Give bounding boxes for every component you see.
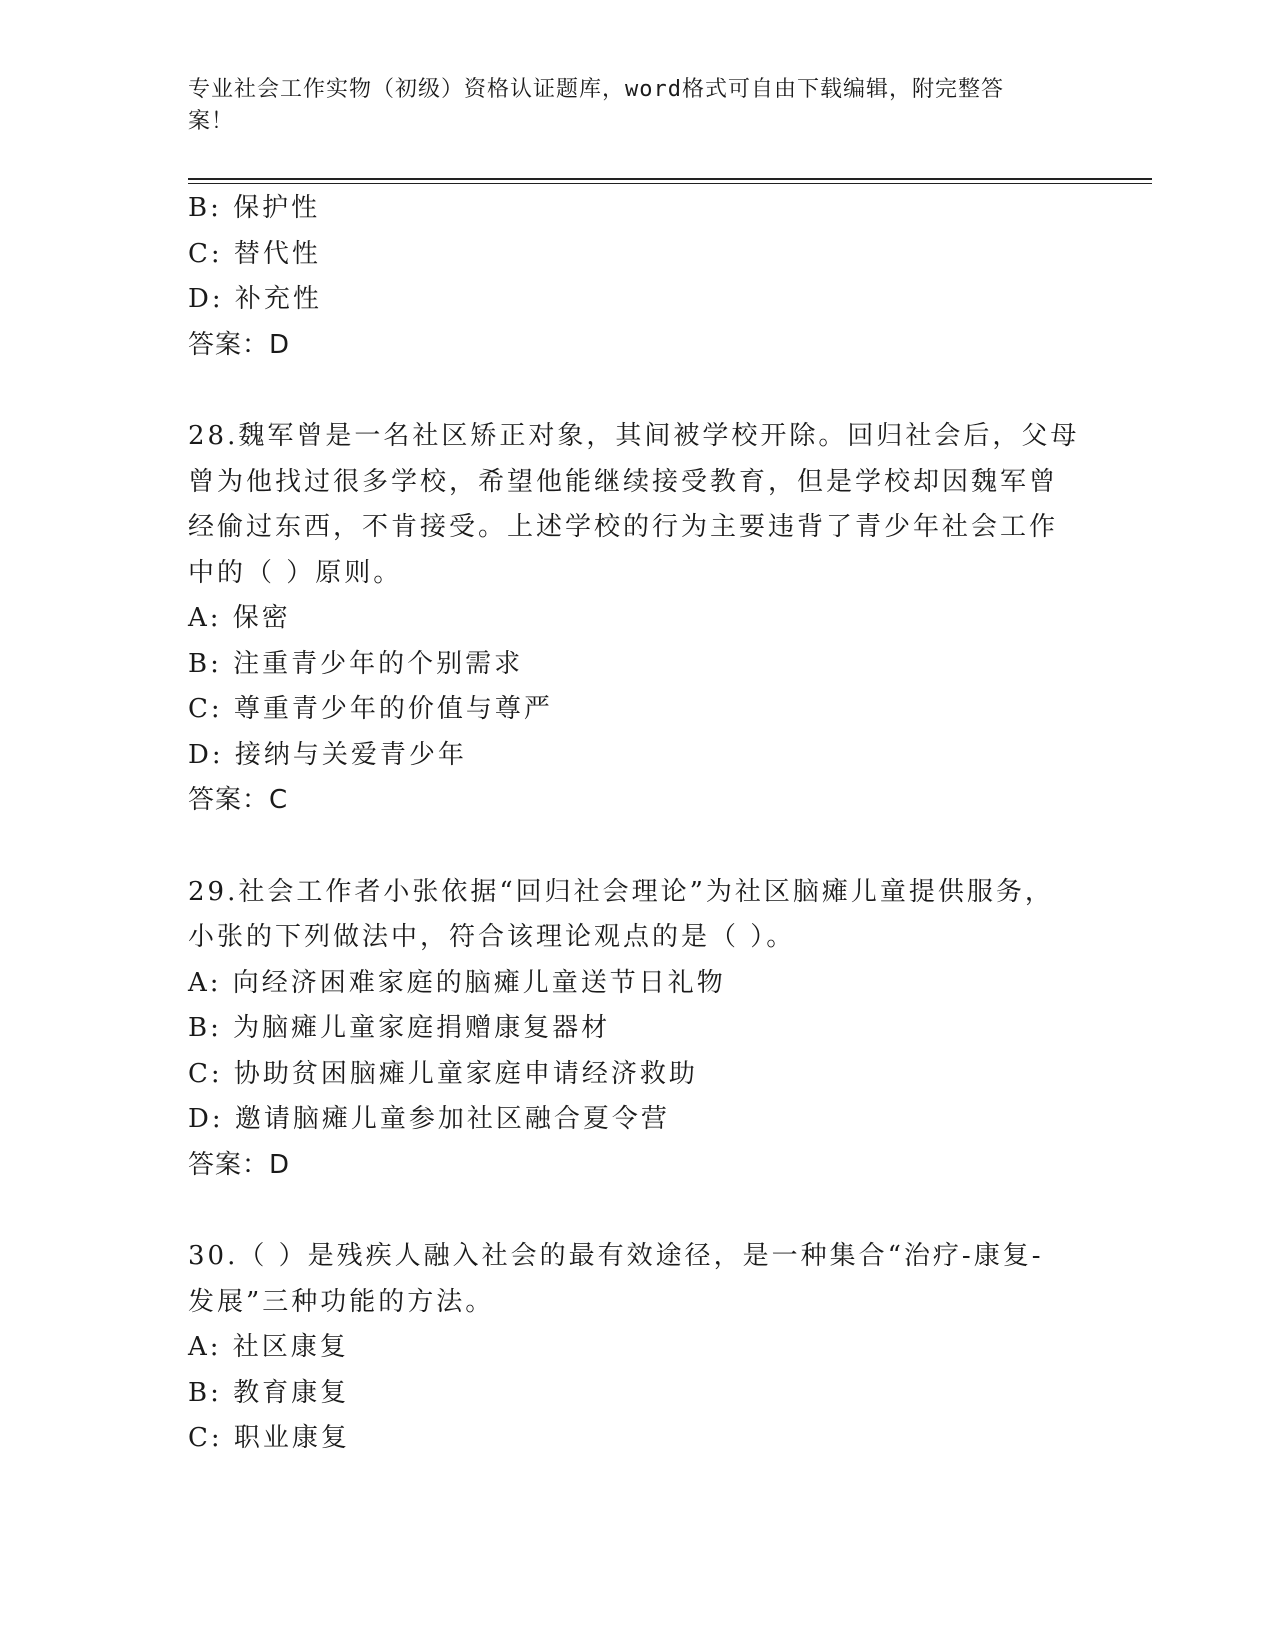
- option-d: D: 接纳与关爱青少年: [188, 739, 467, 770]
- answer-line: 答案：D: [188, 329, 291, 360]
- option-a: A: 社区康复: [188, 1332, 349, 1362]
- question-stem-line: 29.社会工作者小张依据“回归社会理论”为社区脑瘫儿童提供服务，: [188, 876, 1054, 907]
- document-header: [188, 74, 1068, 138]
- header-line-1: 专业社会工作实物（初级）资格认证题库，word格式可自由下载编辑，附完整答: [188, 77, 1004, 102]
- question-stem-line: 28.魏军曾是一名社区矫正对象，其间被学校开除。回归社会后，父母: [188, 421, 1080, 451]
- question-stem-line: 曾为他找过很多学校，希望他能继续接受教育，但是学校却因魏军曾: [188, 466, 1059, 497]
- question-list: [188, 186, 1088, 1462]
- question-30: [188, 1234, 1088, 1462]
- question-stem-line: 经偷过东西，不肯接受。上述学校的行为主要违背了青少年社会工作: [188, 512, 1059, 542]
- question-27-continued: [188, 186, 1088, 368]
- option-c: C: 尊重青少年的价值与尊严: [188, 694, 553, 724]
- option-b: B: 为脑瘫儿童家庭捐赠康复器材: [188, 1013, 611, 1043]
- option-a: A: 保密: [188, 603, 291, 633]
- header-divider-thick: [188, 178, 1152, 180]
- spacer: [188, 368, 1088, 414]
- answer-line: 答案：C: [188, 785, 289, 815]
- answer-line: 答案：D: [188, 1149, 291, 1180]
- option-b: B: 教育康复: [188, 1377, 350, 1408]
- option-b: B: 注重青少年的个别需求: [188, 648, 524, 679]
- question-28: [188, 414, 1088, 824]
- question-29: [188, 870, 1088, 1189]
- question-stem-line: 30.（ ）是残疾人融入社会的最有效途径，是一种集合“治疗-康复-: [188, 1241, 1044, 1271]
- header-divider-thin: [188, 183, 1152, 184]
- option-c: C: 替代性: [188, 238, 321, 269]
- option-c: C: 职业康复: [188, 1423, 350, 1453]
- question-stem-line: 中的（ ）原则。: [188, 557, 403, 588]
- question-stem-line: 发展”三种功能的方法。: [188, 1286, 495, 1317]
- header-line-2: 案！: [188, 109, 235, 134]
- option-a: A: 向经济困难家庭的脑瘫儿童送节日礼物: [188, 967, 726, 998]
- option-d: D: 邀请脑瘫儿童参加社区融合夏令营: [188, 1104, 670, 1134]
- option-b: B: 保护性: [188, 193, 321, 223]
- option-d: D: 补充性: [188, 284, 322, 314]
- option-c: C: 协助贫困脑瘫儿童家庭申请经济救助: [188, 1058, 698, 1089]
- spacer: [188, 824, 1088, 870]
- spacer: [188, 1188, 1088, 1234]
- question-stem-line: 小张的下列做法中，符合该理论观点的是（ ）。: [188, 922, 796, 952]
